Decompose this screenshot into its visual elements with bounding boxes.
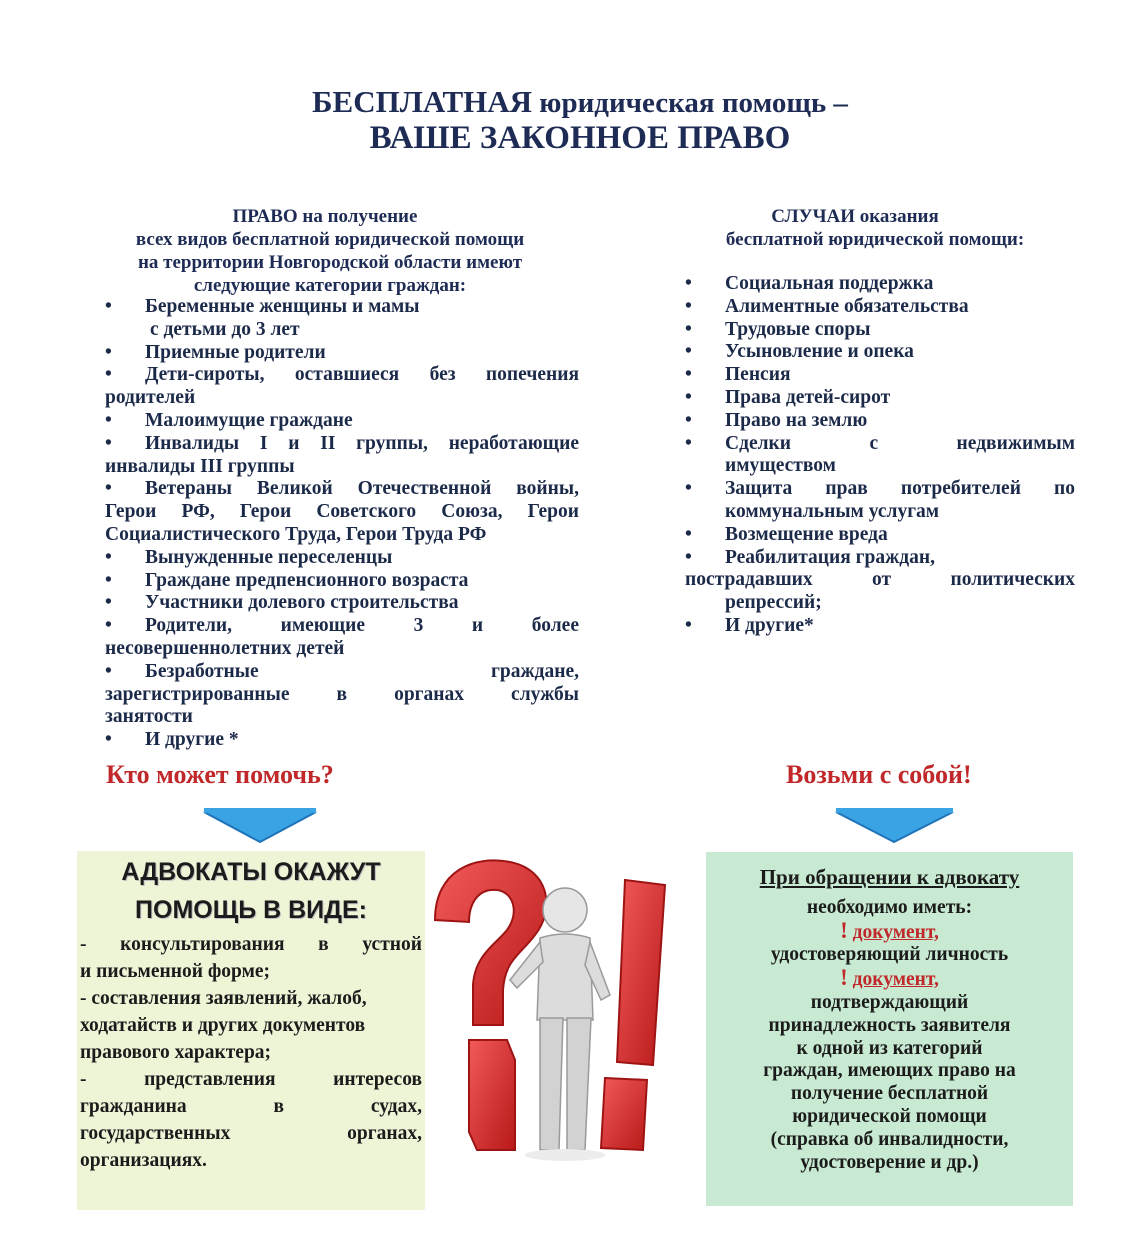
left-heading-line: следующие категории граждан: [193, 275, 467, 296]
document-1-description: удостоверяющий личность [770, 944, 1009, 966]
bullet: • [685, 273, 692, 294]
item-text: Усыновление и опека [725, 341, 914, 363]
document-word: документ, [852, 921, 939, 943]
item-text: пострадавших от политических [685, 569, 1075, 591]
list-item [685, 296, 1075, 319]
list-item [685, 410, 1075, 433]
document-1-label [706, 917, 1073, 945]
bullet: • [105, 546, 112, 568]
bullet: • [685, 295, 692, 317]
documents-box-heading: При обращении к адвокату [759, 865, 1020, 889]
item-text: Участники долевого строительства [145, 592, 459, 614]
list-item [685, 524, 1075, 547]
item-text: с детьми до 3 лет [150, 318, 300, 340]
item-text: родителей [105, 387, 196, 409]
bullet: • [105, 729, 112, 751]
bullet: • [685, 409, 692, 431]
item-text: зарегистрированные в органах службы [105, 683, 579, 705]
item-text: Инвалиды I и II группы, неработающие [145, 432, 579, 454]
text-line: и письменной форме; [80, 961, 271, 982]
item-text: И другие* [725, 614, 814, 636]
list-item [685, 547, 1075, 570]
list-item [685, 387, 1075, 410]
item-text: занятости [105, 706, 193, 728]
text-line: принадлежность заявителя [768, 1014, 1011, 1036]
left-column-heading [95, 205, 565, 297]
item-text: Беременные женщины и мамы [145, 296, 420, 317]
item-text: И другие * [145, 729, 239, 751]
item-text: Герои РФ, Герои Советского Союза, Герои [105, 501, 579, 523]
exclamation-icon: ! [840, 917, 848, 943]
item-text: Малоимущие граждане [145, 409, 353, 431]
question-exclamation-figure-illustration [425, 850, 675, 1170]
text-line: (справка об инвалидности, [770, 1128, 1009, 1150]
bullet: • [685, 386, 692, 408]
cases-list [685, 273, 1075, 638]
text-line: подтверждающий [810, 991, 969, 1013]
item-text: Приемные родители [145, 341, 326, 363]
eligible-categories-list [105, 296, 579, 752]
item-text: Реабилитация граждан, [725, 546, 935, 568]
list-item [105, 706, 579, 729]
list-item [105, 615, 579, 638]
list-item [685, 364, 1075, 387]
list-item [105, 729, 579, 752]
document-2-description [706, 992, 1073, 1174]
lawyers-box-text [77, 929, 425, 1174]
list-item [105, 456, 579, 479]
documents-box [706, 852, 1073, 1206]
who-can-help-caption: Кто может помочь? [106, 760, 334, 789]
item-text: Родители, имеющие 3 и более [145, 615, 579, 637]
down-arrow-left-icon [200, 804, 320, 844]
item-text: Дети-сироты, оставшиеся без попечения [145, 364, 579, 386]
list-item [105, 638, 579, 661]
bullet: • [685, 432, 692, 454]
list-item [105, 661, 579, 684]
bullet: • [105, 432, 112, 454]
list-item [105, 433, 579, 456]
bullet: • [105, 296, 112, 317]
item-text: несовершеннолетних детей [105, 637, 345, 659]
list-item [105, 296, 579, 319]
text-line: удостоверение и др.) [800, 1151, 979, 1173]
bullet: • [685, 341, 692, 363]
item-text: имуществом [725, 455, 836, 477]
bullet: • [685, 546, 692, 568]
bullet: • [105, 615, 112, 637]
bullet: • [105, 364, 112, 386]
list-item [105, 319, 579, 342]
bullet: • [685, 614, 692, 636]
bullet: • [105, 341, 112, 363]
page-subtitle: ВАШЕ ЗАКОННОЕ ПРАВО [369, 120, 791, 156]
list-item [685, 341, 1075, 364]
bullet: • [685, 478, 692, 500]
text-line: правового характера; [80, 1042, 272, 1063]
heading-line: ПОМОЩЬ В ВИДЕ: [135, 896, 367, 924]
take-with-you-caption: Возьми с собой! [786, 760, 972, 789]
list-item [685, 615, 1075, 638]
text-line: - составления заявлений, жалоб, [80, 988, 367, 1009]
bullet: • [685, 318, 692, 340]
item-text: инвалиды III группы [105, 455, 295, 477]
bullet: • [105, 409, 112, 431]
exclamation-icon: ! [840, 965, 848, 991]
left-heading-line: ПРАВО на получение [232, 206, 418, 227]
item-text: Социалистического Труда, Герои Труда РФ [105, 523, 487, 545]
document-word: документ, [852, 969, 939, 991]
text-line: юридической помощи [792, 1105, 987, 1127]
text-line: гражданина в судах, [80, 1096, 422, 1117]
lawyers-help-box [77, 851, 425, 1210]
text-line: - представления интересов [80, 1069, 422, 1090]
bullet: • [105, 660, 112, 682]
text-line: государственных органах, [80, 1123, 422, 1144]
list-item [685, 592, 1075, 615]
item-text: Возмещение вреда [725, 523, 888, 545]
list-item [685, 319, 1075, 342]
list-item [685, 455, 1075, 478]
item-text: Ветераны Великой Отечественной войны, [145, 478, 579, 500]
item-text: Социальная поддержка [725, 273, 934, 294]
page-title [0, 84, 1130, 120]
bullet: • [105, 592, 112, 614]
lawyers-box-heading [77, 853, 425, 929]
item-text: коммунальным услугам [725, 500, 940, 522]
item-text: Безработные граждане, [145, 660, 579, 682]
document-2-label [706, 967, 1073, 992]
item-text: Пенсия [725, 364, 791, 386]
item-text: Трудовые споры [725, 318, 871, 340]
list-item [685, 273, 1075, 296]
list-item [105, 387, 579, 410]
bullet: • [685, 364, 692, 386]
text-line: - консультирования в устной [80, 934, 422, 955]
bullet: • [105, 569, 112, 591]
documents-need: необходимо иметь: [806, 896, 973, 918]
item-text: Сделки с недвижимым [725, 432, 1075, 454]
list-item [105, 478, 579, 501]
item-text: Алиментные обязательства [725, 295, 969, 317]
left-heading-line: всех видов бесплатной юридической помощи [135, 229, 525, 250]
list-item [105, 547, 579, 570]
right-heading-line: СЛУЧАИ оказания [771, 206, 939, 227]
list-item [685, 433, 1075, 456]
list-item [105, 410, 579, 433]
title-rest: юридическая помощь – [532, 87, 848, 119]
item-text: Защита прав потребителей по [725, 478, 1075, 500]
heading-line: АДВОКАТЫ ОКАЖУТ [121, 858, 381, 886]
bullet: • [105, 478, 112, 500]
list-item [105, 592, 579, 615]
list-item [105, 364, 579, 387]
bullet: • [685, 523, 692, 545]
list-item [105, 684, 579, 707]
list-item [105, 570, 579, 593]
list-item [685, 569, 1075, 592]
right-heading-line: бесплатной юридической помощи: [725, 229, 1025, 250]
list-item [105, 524, 579, 547]
title-bold: БЕСПЛАТНАЯ [312, 84, 533, 119]
item-text: Граждане предпенсионного возраста [145, 569, 469, 591]
text-line: граждан, имеющих право на [763, 1060, 1016, 1082]
list-item [685, 478, 1075, 501]
list-item [105, 342, 579, 365]
text-line: получение бесплатной [790, 1083, 989, 1105]
item-text: Вынужденные переселенцы [145, 546, 393, 568]
list-item [105, 501, 579, 524]
down-arrow-right-icon [832, 804, 957, 844]
text-line: ходатайств и других документов [80, 1015, 366, 1036]
item-text: Право на землю [725, 409, 868, 431]
text-line: к одной из категорий [796, 1037, 983, 1059]
left-heading-line: на территории Новгородской области имеют [137, 252, 523, 273]
text-line: организациях. [80, 1150, 207, 1171]
right-column-heading [685, 205, 1065, 251]
item-text: Права детей-сирот [725, 386, 891, 408]
list-item [685, 501, 1075, 524]
item-text: репрессий; [725, 592, 822, 614]
